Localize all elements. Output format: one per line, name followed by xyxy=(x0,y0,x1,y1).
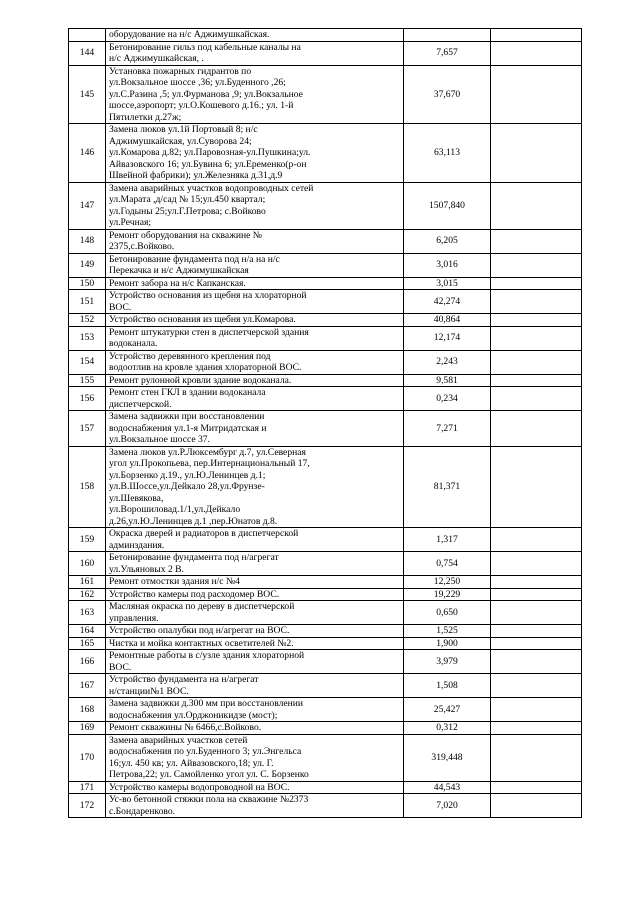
table-row xyxy=(69,552,582,576)
row-number-cell: 172 xyxy=(69,794,106,818)
row-number-cell: 156 xyxy=(69,387,106,411)
table-row xyxy=(69,637,582,650)
empty-cell xyxy=(491,625,582,638)
table-row xyxy=(69,350,582,374)
empty-cell xyxy=(491,374,582,387)
table-row xyxy=(69,387,582,411)
works-table-body xyxy=(69,29,582,818)
row-number-cell: 151 xyxy=(69,290,106,314)
work-description-cell: Чистка и мойка контактных осветителей №2. xyxy=(106,637,404,650)
row-number-cell: 154 xyxy=(69,350,106,374)
amount-cell: 0,312 xyxy=(404,722,491,735)
table-row xyxy=(69,124,582,183)
row-number-cell: 162 xyxy=(69,588,106,601)
table-row xyxy=(69,734,582,781)
empty-cell xyxy=(491,734,582,781)
row-number-cell: 157 xyxy=(69,411,106,447)
row-number-cell: 153 xyxy=(69,326,106,350)
amount-cell: 7,020 xyxy=(404,794,491,818)
empty-cell xyxy=(491,29,582,42)
empty-cell xyxy=(491,722,582,735)
row-number-cell: 152 xyxy=(69,314,106,327)
empty-cell xyxy=(491,650,582,674)
amount-cell: 1,525 xyxy=(404,625,491,638)
empty-cell xyxy=(491,411,582,447)
amount-cell: 0,754 xyxy=(404,552,491,576)
table-row xyxy=(69,277,582,290)
table-row xyxy=(69,65,582,124)
empty-cell xyxy=(491,576,582,589)
row-number-cell: 158 xyxy=(69,446,106,528)
table-row xyxy=(69,182,582,229)
amount-cell: 44,543 xyxy=(404,781,491,794)
work-description-cell: оборудование на н/с Аджимушкайская. xyxy=(106,29,404,42)
table-row xyxy=(69,794,582,818)
amount-cell: 0,234 xyxy=(404,387,491,411)
row-number-cell: 145 xyxy=(69,65,106,124)
work-description-cell: Бетонирование гильз под кабельные каналы на н/с Аджимушкайская, . xyxy=(106,41,404,65)
work-description-cell: Замена аварийных участков водопроводных сетей ул.Марата ,д/сад № 15;ул.450 квартал; ул.Годыны 25;ул.Г.Петрова; с.Войково ул.Речная; xyxy=(106,182,404,229)
work-description-cell: Бетонирование фундамента под н/а на н/с Перекачка и н/с Аджимушкайская xyxy=(106,253,404,277)
work-description-cell: Устройство фундамента на н/агрегат н/станции№1 ВОС. xyxy=(106,674,404,698)
empty-cell xyxy=(491,674,582,698)
empty-cell xyxy=(491,65,582,124)
table-row xyxy=(69,446,582,528)
amount-cell: 63,113 xyxy=(404,124,491,183)
empty-cell xyxy=(491,552,582,576)
empty-cell xyxy=(491,350,582,374)
amount-cell: 25,427 xyxy=(404,698,491,722)
work-description-cell: Устройство основания из щебня на хлораторной ВОС. xyxy=(106,290,404,314)
row-number-cell: 167 xyxy=(69,674,106,698)
amount-cell: 12,174 xyxy=(404,326,491,350)
work-description-cell: Установка пожарных гидрантов по ул.Вокзальное шоссе ,36; ул.Буденного ,26; ул.С.Разина ,5; ул.Фурманова ,9; ул.Вокзальное шоссе,аэропорт; ул.О.Кошевого д.16.; ул. 1-й Пятилетки д.27ж; xyxy=(106,65,404,124)
row-number-cell: 150 xyxy=(69,277,106,290)
table-row xyxy=(69,41,582,65)
table-row xyxy=(69,625,582,638)
empty-cell xyxy=(491,229,582,253)
table-row xyxy=(69,601,582,625)
table-row xyxy=(69,229,582,253)
amount-cell: 12,250 xyxy=(404,576,491,589)
work-description-cell: Ремонтные работы в с/узле здания хлораторной ВОС. xyxy=(106,650,404,674)
amount-cell: 1507,840 xyxy=(404,182,491,229)
empty-cell xyxy=(491,781,582,794)
amount-cell: 1,900 xyxy=(404,637,491,650)
row-number-cell: 160 xyxy=(69,552,106,576)
empty-cell xyxy=(491,326,582,350)
empty-cell xyxy=(491,601,582,625)
row-number-cell: 146 xyxy=(69,124,106,183)
row-number-cell: 144 xyxy=(69,41,106,65)
amount-cell xyxy=(404,29,491,42)
row-number-cell: 161 xyxy=(69,576,106,589)
empty-cell xyxy=(491,528,582,552)
work-description-cell: Замена задвижки д.300 мм при восстановлении водоснабжения ул.Орджоникидзе (мост); xyxy=(106,698,404,722)
amount-cell: 1,317 xyxy=(404,528,491,552)
table-row xyxy=(69,781,582,794)
works-table xyxy=(68,28,582,818)
table-row xyxy=(69,314,582,327)
row-number-cell: 171 xyxy=(69,781,106,794)
empty-cell xyxy=(491,182,582,229)
empty-cell xyxy=(491,41,582,65)
row-number-cell: 164 xyxy=(69,625,106,638)
table-row xyxy=(69,650,582,674)
work-description-cell: Ремонт рулонной кровли здание водоканала. xyxy=(106,374,404,387)
work-description-cell: Масляная окраска по дереву в диспетчерской управления. xyxy=(106,601,404,625)
row-number-cell: 159 xyxy=(69,528,106,552)
row-number-cell: 155 xyxy=(69,374,106,387)
amount-cell: 9,581 xyxy=(404,374,491,387)
empty-cell xyxy=(491,277,582,290)
amount-cell: 40,864 xyxy=(404,314,491,327)
amount-cell: 1,508 xyxy=(404,674,491,698)
work-description-cell: Бетонирование фундамента под н/агрегат ул.Ульяновых 2 В. xyxy=(106,552,404,576)
row-number-cell: 168 xyxy=(69,698,106,722)
work-description-cell: Устройство деревянного крепления под водоотлив на кровле здания хлораторной ВОС. xyxy=(106,350,404,374)
table-row xyxy=(69,374,582,387)
table-row xyxy=(69,588,582,601)
amount-cell: 3,979 xyxy=(404,650,491,674)
work-description-cell: Ремонт штукатурки стен в диспетчерской здания водоканала. xyxy=(106,326,404,350)
work-description-cell: Замена аварийных участков сетей водоснабжения по ул.Буденного 3; ул.Энгельса 16;ул. 450 кв; ул. Айвазовского,18; ул. Г. Петрова,22; ул. Самойленко угол ул. С. Борзенко xyxy=(106,734,404,781)
row-number-cell xyxy=(69,29,106,42)
row-number-cell: 147 xyxy=(69,182,106,229)
amount-cell: 3,015 xyxy=(404,277,491,290)
work-description-cell: Окраска дверей и радиаторов в диспетчерской админздания. xyxy=(106,528,404,552)
table-row xyxy=(69,326,582,350)
empty-cell xyxy=(491,446,582,528)
amount-cell: 319,448 xyxy=(404,734,491,781)
row-number-cell: 170 xyxy=(69,734,106,781)
empty-cell xyxy=(491,698,582,722)
work-description-cell: Устройство опалубки под н/агрегат на ВОС. xyxy=(106,625,404,638)
row-number-cell: 169 xyxy=(69,722,106,735)
empty-cell xyxy=(491,794,582,818)
work-description-cell: Ремонт скважины № 6466,с.Войково. xyxy=(106,722,404,735)
work-description-cell: Замена задвижки при восстановлении водоснабжения ул.1-я Митридатская и ул.Вокзальное шоссе 37. xyxy=(106,411,404,447)
empty-cell xyxy=(491,588,582,601)
amount-cell: 3,016 xyxy=(404,253,491,277)
table-row xyxy=(69,576,582,589)
row-number-cell: 148 xyxy=(69,229,106,253)
amount-cell: 0,650 xyxy=(404,601,491,625)
row-number-cell: 149 xyxy=(69,253,106,277)
work-description-cell: Ремонт оборудования на скважине № 2375,с.Войково. xyxy=(106,229,404,253)
table-row xyxy=(69,722,582,735)
amount-cell: 81,371 xyxy=(404,446,491,528)
table-row xyxy=(69,674,582,698)
empty-cell xyxy=(491,124,582,183)
table-row xyxy=(69,698,582,722)
work-description-cell: Ремонт забора на н/с Капканская. xyxy=(106,277,404,290)
empty-cell xyxy=(491,314,582,327)
empty-cell xyxy=(491,253,582,277)
table-row xyxy=(69,290,582,314)
work-description-cell: Ремонт отмостки здания н/с №4 xyxy=(106,576,404,589)
amount-cell: 42,274 xyxy=(404,290,491,314)
row-number-cell: 165 xyxy=(69,637,106,650)
amount-cell: 6,205 xyxy=(404,229,491,253)
work-description-cell: Ремонт стен ГКЛ в здании водоканала диспетчерской. xyxy=(106,387,404,411)
table-row xyxy=(69,411,582,447)
amount-cell: 2,243 xyxy=(404,350,491,374)
work-description-cell: Устройство камеры под расходомер ВОС. xyxy=(106,588,404,601)
empty-cell xyxy=(491,387,582,411)
row-number-cell: 163 xyxy=(69,601,106,625)
work-description-cell: Ус-во бетонной стяжки пола на скважине №2373 с.Бондаренково. xyxy=(106,794,404,818)
work-description-cell: Замена люков ул.Р.Люксембург д.7, ул.Северная угол ул.Прокопьева, пер.Интернациональный 17, ул.Борзенко д.19., ул.Ю.Ленинцев д.1; ул.В.Шоссе,ул.Дейкало 28,ул.Фрунзе- ул.Шевякова, ул.Ворошиловад.1/1,ул.Дейкало д.26,ул.Ю.Ленинцев д.1 ,пер.Юнатов д.8. xyxy=(106,446,404,528)
amount-cell: 7,271 xyxy=(404,411,491,447)
row-number-cell: 166 xyxy=(69,650,106,674)
table-row xyxy=(69,253,582,277)
work-description-cell: Замена люков ул.1й Портовый 8; н/с Аджимушкайская, ул.Суворова 24; ул.Комарова д.82; ул.Паровозная-ул.Пушкина;ул. Айвазовского 16; ул.Бувина 6; ул.Еременко(р-он Швейной фабрики); ул.Железняка д.31,д.9 xyxy=(106,124,404,183)
amount-cell: 37,670 xyxy=(404,65,491,124)
work-description-cell: Устройство основания из щебня ул.Комарова. xyxy=(106,314,404,327)
amount-cell: 19,229 xyxy=(404,588,491,601)
empty-cell xyxy=(491,290,582,314)
amount-cell: 7,657 xyxy=(404,41,491,65)
work-description-cell: Устройство камеры водопроводной на ВОС. xyxy=(106,781,404,794)
table-row xyxy=(69,29,582,42)
empty-cell xyxy=(491,637,582,650)
table-row xyxy=(69,528,582,552)
